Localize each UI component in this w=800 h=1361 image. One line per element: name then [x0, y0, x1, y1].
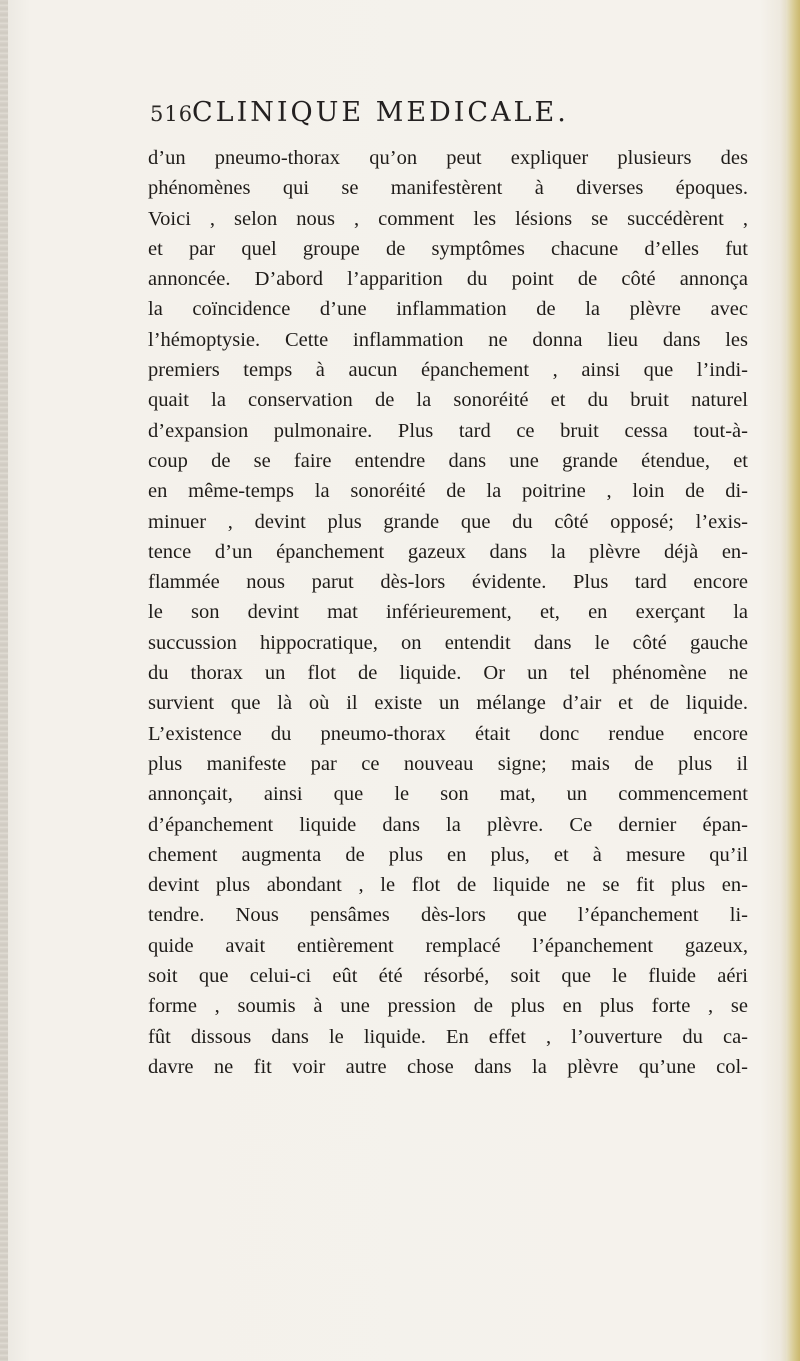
text-line: succussion hippocratique, on entendit dans le côté gauche — [148, 631, 748, 654]
text-line: annonçait, ainsi que le son mat, un commencement — [148, 783, 748, 806]
text-line: plus manifeste par ce nouveau signe; mais de plus il — [148, 752, 748, 775]
text-line: la coïncidence d’une inflammation de la plèvre avec — [148, 298, 748, 321]
text-line: du thorax un flot de liquide. Or un tel phénomène ne — [148, 662, 748, 685]
page-header — [150, 92, 710, 132]
running-title: CLINIQUE MEDICALE. — [192, 97, 569, 128]
text-line: coup de se faire entendre dans une grande étendue, et — [148, 449, 748, 472]
text-line: forme , soumis à une pression de plus en plus forte , se — [148, 995, 748, 1018]
text-line: L’existence du pneumo-thorax était donc rendue encore — [148, 722, 748, 745]
text-line: survient que là où il existe un mélange d’air et de liquide. — [148, 692, 748, 715]
text-line: soit que celui-ci eût été résorbé, soit que le fluide aéri — [148, 965, 748, 988]
text-line: d’épanchement liquide dans la plèvre. Ce dernier épan- — [148, 813, 748, 836]
text-line: et par quel groupe de symptômes chacune d’elles fut — [148, 237, 748, 260]
text-line: en même-temps la sonoréité de la poitrine , loin de di- — [148, 480, 748, 503]
text-line: le son devint mat inférieurement, et, en exerçant la — [148, 601, 748, 624]
text-line: annoncée. D’abord l’apparition du point de côté annonça — [148, 268, 748, 291]
text-line: quide avait entièrement remplacé l’épanchement gazeux, — [148, 934, 748, 957]
text-line: d’un pneumo-thorax qu’on peut expliquer plusieurs des — [148, 147, 748, 169]
text-line: tendre. Nous pensâmes dès-lors que l’épanchement li- — [148, 904, 748, 927]
text-line: d’expansion pulmonaire. Plus tard ce bruit cessa tout-à- — [148, 419, 748, 442]
text-line: tence d’un épanchement gazeux dans la plèvre déjà en- — [148, 540, 748, 563]
text-line: flammée nous parut dès-lors évidente. Plus tard encore — [148, 571, 748, 594]
page-left-edge — [0, 0, 8, 1361]
text-line: quait la conservation de la sonoréité et du bruit naturel — [148, 389, 748, 412]
text-line: chement augmenta de plus en plus, et à mesure qu’il — [148, 843, 748, 866]
page-number: 516 — [150, 102, 194, 126]
page-right-edge — [786, 0, 800, 1361]
text-line: l’hémoptysie. Cette inflammation ne donna lieu dans les — [148, 328, 748, 351]
body-text — [148, 143, 748, 1082]
text-line: premiers temps à aucun épanchement , ainsi que l’indi- — [148, 359, 748, 382]
text-line: fût dissous dans le liquide. En effet , l’ouverture du ca- — [148, 1025, 748, 1048]
text-line: minuer , devint plus grande que du côté opposé; l’exis- — [148, 510, 748, 533]
text-line: davre ne fit voir autre chose dans la plèvre qu’une col- — [148, 1055, 748, 1078]
text-line: devint plus abondant , le flot de liquide ne se fit plus en- — [148, 874, 748, 897]
text-line: phénomènes qui se manifestèrent à diverses époques. — [148, 177, 748, 200]
text-line: Voici , selon nous , comment les lésions se succédèrent , — [148, 207, 748, 230]
